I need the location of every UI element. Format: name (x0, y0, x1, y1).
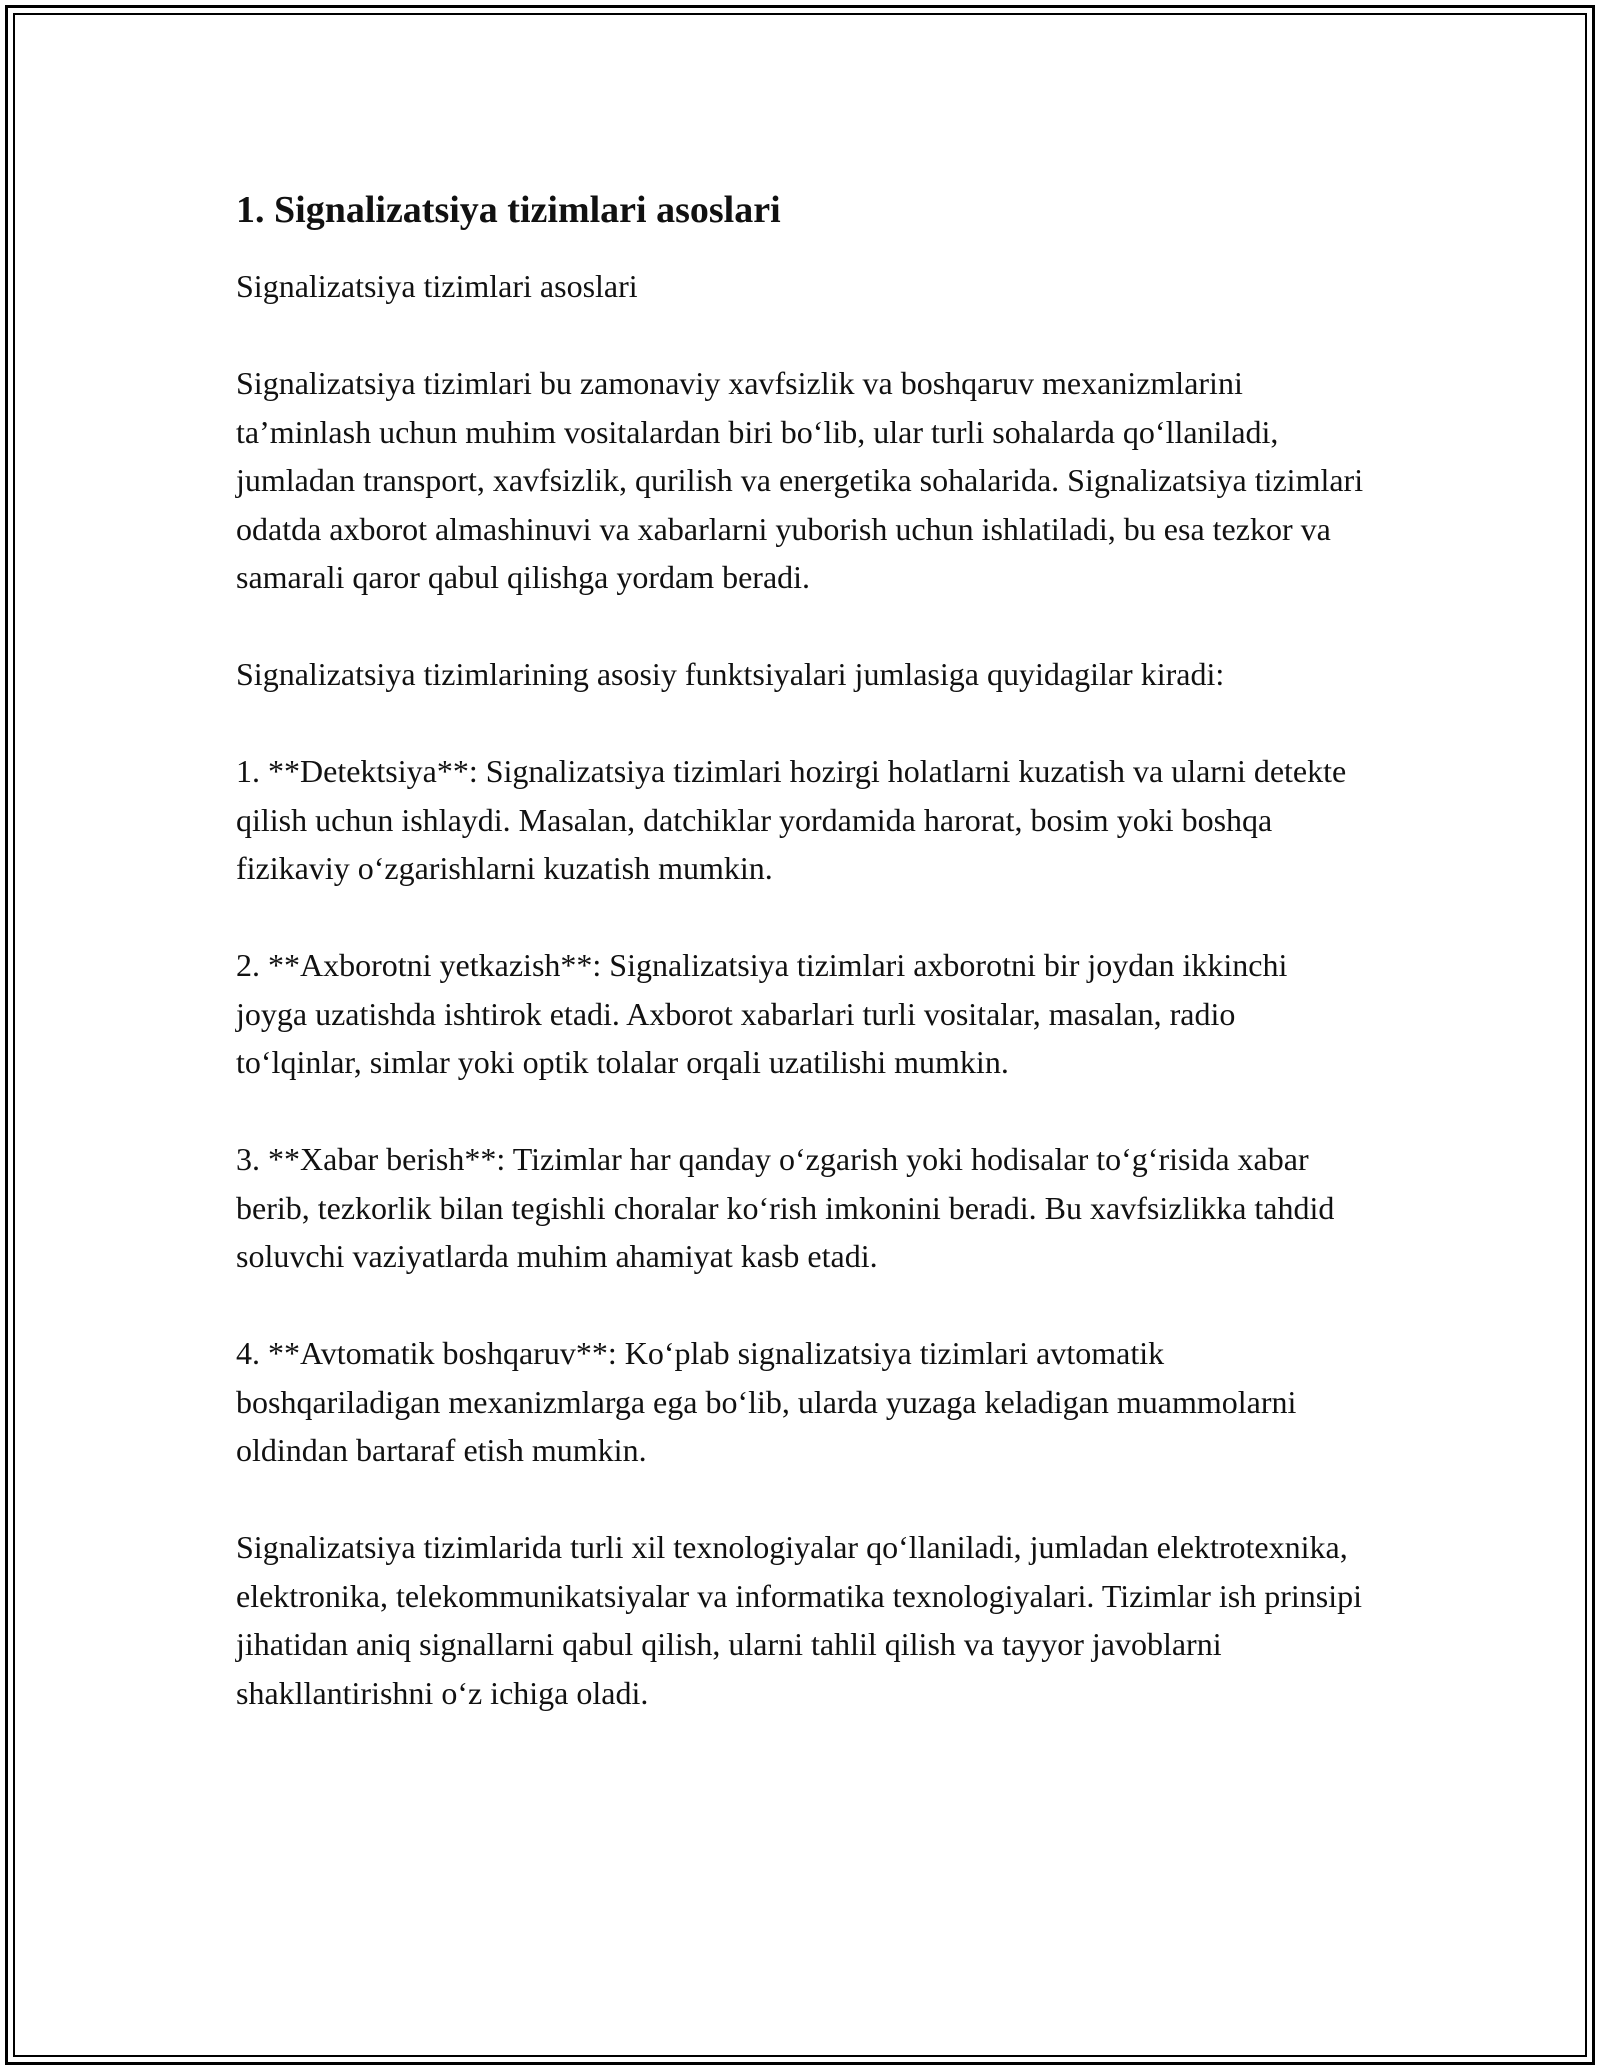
intro-paragraph: Signalizatsiya tizimlari bu zamonaviy xavfsizlik va boshqaruv mexanizmlarini ta’minlash uchun muhim vositalardan biri bo‘lib, ular turli sohalarda qo‘llaniladi, jumladan transport, xavfsizlik, qurilish va energetika sohalarida. Signalizatsiya tizimlari odatda axborot almashinuvi va xabarlarni yuborish uchun ishlatiladi, bu esa tezkor va samarali qaror qabul qilishga yordam beradi. (236, 365, 1364, 595)
list-item-detection: 1. **Detektsiya**: Signalizatsiya tizimlari hozirgi holatlarni kuzatish va ularni detekte qilish uchun ishlaydi. Masalan, datchiklar yordamida harorat, bosim yoki boshqa fizikaviy o‘zgarishlarni kuzatish mumkin. (236, 753, 1347, 886)
document-body (236, 186, 1366, 1766)
section-subtitle: Signalizatsiya tizimlari asoslari (236, 268, 638, 304)
section-heading: 1. Signalizatsiya tizimlari asoslari (236, 189, 781, 231)
list-item-automatic-control: 4. **Avtomatik boshqaruv**: Ko‘plab signalizatsiya tizimlari avtomatik boshqariladigan mexanizmlarga ega bo‘lib, ularda yuzaga keladigan muammolarni oldindan bartaraf etish mumkin. (236, 1335, 1297, 1468)
list-item-notification: 3. **Xabar berish**: Tizimlar har qanday o‘zgarish yoki hodisalar to‘g‘risida xabar berib, tezkorlik bilan tegishli choralar ko‘rish imkonini beradi. Bu xavfsizlikka tahdid soluvchi vaziyatlarda muhim ahamiyat kasb etadi. (236, 1141, 1335, 1274)
technologies-paragraph: Signalizatsiya tizimlarida turli xil texnologiyalar qo‘llaniladi, jumladan elektrotexnika, elektronika, telekommunikatsiyalar va informatika texnologiyalari. Tizimlar ish prinsipi jihatidan aniq signallarni qabul qilish, ularni tahlil qilish va tayyor javoblarni shakllantirishni o‘z ichiga oladi. (236, 1529, 1362, 1711)
functions-intro-paragraph: Signalizatsiya tizimlarining asosiy funktsiyalari jumlasiga quyidagilar kiradi: (236, 656, 1225, 692)
list-item-information-delivery: 2. **Axborotni yetkazish**: Signalizatsiya tizimlari axborotni bir joydan ikkinchi joyga uzatishda ishtirok etadi. Axborot xabarlari turli vositalar, masalan, radio to‘lqinlar, simlar yoki optik tolalar orqali uzatilishi mumkin. (236, 947, 1288, 1080)
